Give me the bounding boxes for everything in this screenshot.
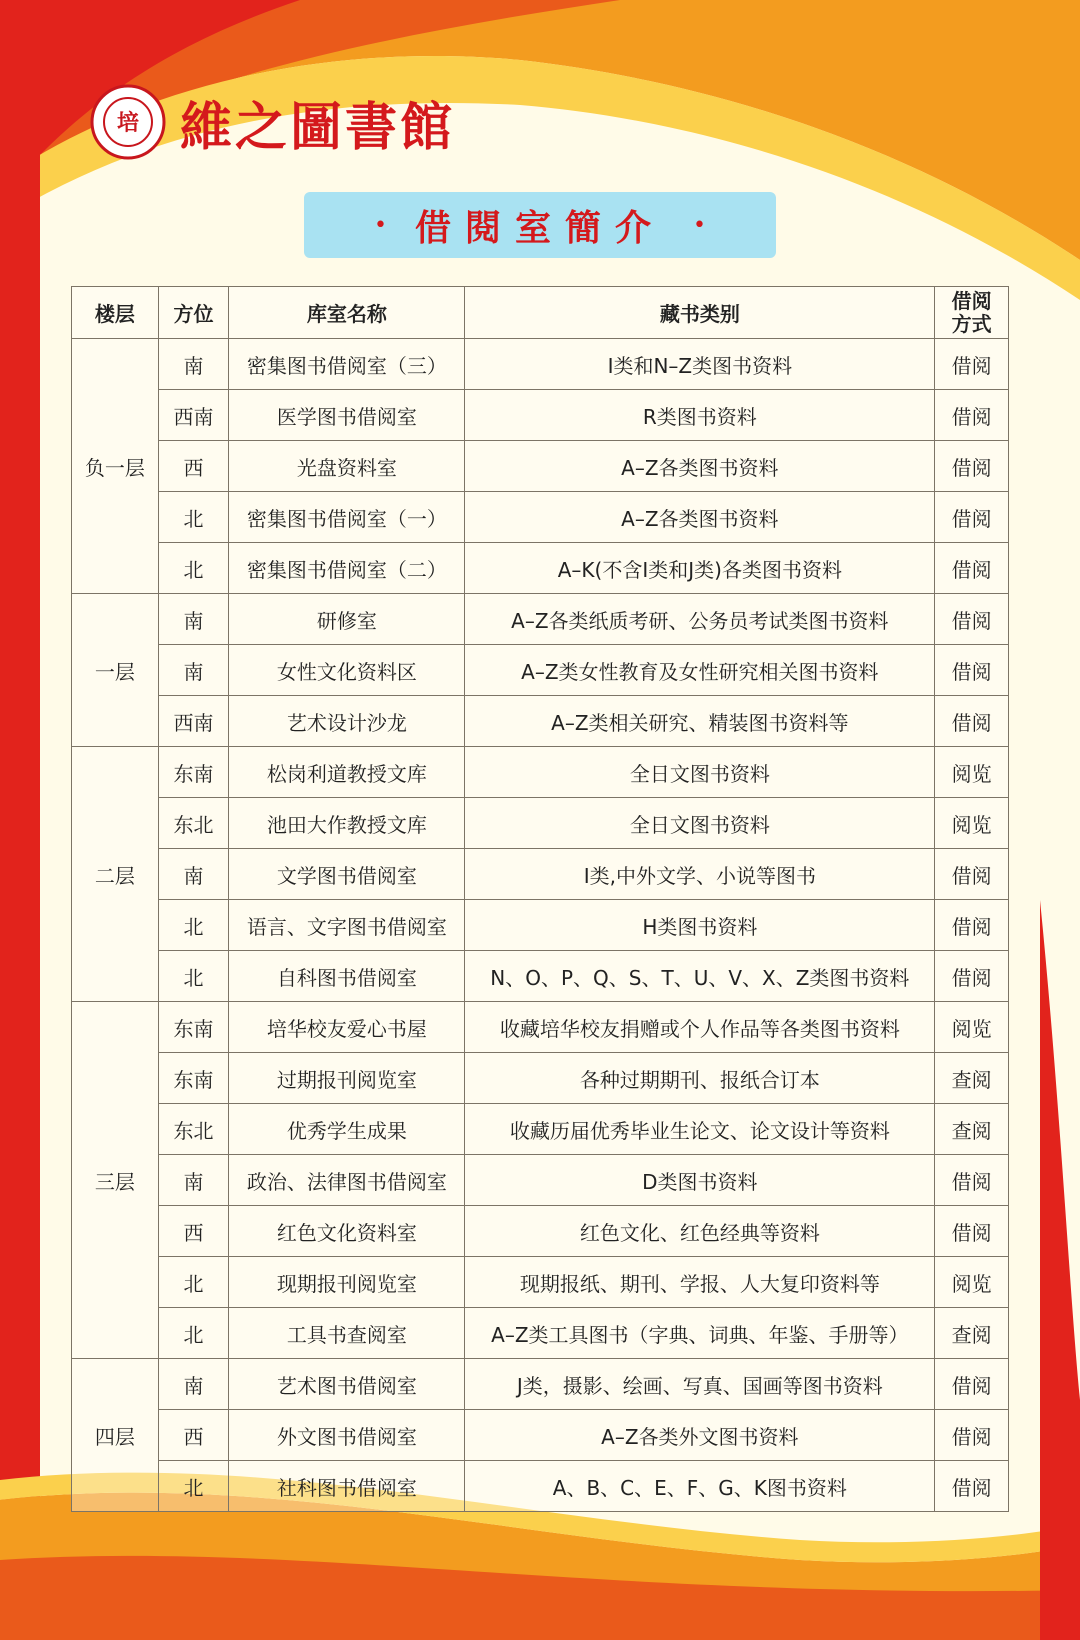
room-name-cell: 池田大作教授文库 (229, 798, 465, 849)
direction-cell: 东北 (158, 798, 229, 849)
mode-cell: 借阅 (935, 390, 1009, 441)
mode-cell: 查阅 (935, 1308, 1009, 1359)
collection-cell: I类和N–Z类图书资料 (465, 339, 935, 390)
table-row (72, 594, 1009, 645)
table-row (72, 951, 1009, 1002)
direction-cell: 南 (158, 1359, 229, 1410)
direction-cell: 北 (158, 1308, 229, 1359)
table-row (72, 1053, 1009, 1104)
mode-cell: 借阅 (935, 1359, 1009, 1410)
header-direction: 方位 (158, 287, 229, 339)
room-name-cell: 过期报刊阅览室 (229, 1053, 465, 1104)
table-row (72, 1257, 1009, 1308)
table-row (72, 798, 1009, 849)
mode-cell: 借阅 (935, 1206, 1009, 1257)
direction-cell: 西 (158, 1206, 229, 1257)
room-name-cell: 光盘资料室 (229, 441, 465, 492)
library-header (90, 82, 455, 162)
table-row (72, 543, 1009, 594)
room-name-cell: 培华校友爱心书屋 (229, 1002, 465, 1053)
room-name-cell: 密集图书借阅室（三） (229, 339, 465, 390)
collection-cell: A–Z各类图书资料 (465, 441, 935, 492)
room-name-cell: 密集图书借阅室（一） (229, 492, 465, 543)
collection-cell: A–Z类相关研究、精装图书资料等 (465, 696, 935, 747)
room-name-cell: 社科图书借阅室 (229, 1461, 465, 1512)
room-name-cell: 语言、文字图书借阅室 (229, 900, 465, 951)
collection-cell: 收藏历届优秀毕业生论文、论文设计等资料 (465, 1104, 935, 1155)
direction-cell: 北 (158, 900, 229, 951)
table-row (72, 1359, 1009, 1410)
room-name-cell: 现期报刊阅览室 (229, 1257, 465, 1308)
mode-cell: 借阅 (935, 543, 1009, 594)
table-row (72, 492, 1009, 543)
table-row (72, 849, 1009, 900)
mode-cell: 借阅 (935, 339, 1009, 390)
mode-cell: 借阅 (935, 594, 1009, 645)
direction-cell: 东北 (158, 1104, 229, 1155)
direction-cell: 南 (158, 849, 229, 900)
header-collection: 藏书类别 (465, 287, 935, 339)
room-name-cell: 艺术设计沙龙 (229, 696, 465, 747)
floor-cell: 三层 (72, 1002, 159, 1359)
collection-cell: 全日文图书资料 (465, 747, 935, 798)
collection-cell: R类图书资料 (465, 390, 935, 441)
direction-cell: 南 (158, 645, 229, 696)
mode-cell: 阅览 (935, 1257, 1009, 1308)
mode-cell: 借阅 (935, 1155, 1009, 1206)
banner-dot-right: • (693, 212, 706, 238)
room-name-cell: 优秀学生成果 (229, 1104, 465, 1155)
direction-cell: 西 (158, 1410, 229, 1461)
room-name-cell: 自科图书借阅室 (229, 951, 465, 1002)
header-room: 库室名称 (229, 287, 465, 339)
table-row (72, 1104, 1009, 1155)
mode-cell: 借阅 (935, 849, 1009, 900)
header-floor: 楼层 (72, 287, 159, 339)
mode-cell: 查阅 (935, 1104, 1009, 1155)
mode-cell: 借阅 (935, 951, 1009, 1002)
collection-cell: A、B、C、E、F、G、K图书资料 (465, 1461, 935, 1512)
mode-cell: 借阅 (935, 645, 1009, 696)
table-row (72, 1410, 1009, 1461)
direction-cell: 东南 (158, 747, 229, 798)
mode-cell: 借阅 (935, 441, 1009, 492)
room-name-cell: 文学图书借阅室 (229, 849, 465, 900)
collection-cell: 收藏培华校友捐赠或个人作品等各类图书资料 (465, 1002, 935, 1053)
direction-cell: 南 (158, 1155, 229, 1206)
collection-cell: A–Z各类纸质考研、公务员考试类图书资料 (465, 594, 935, 645)
table-row (72, 1155, 1009, 1206)
room-name-cell: 政治、法律图书借阅室 (229, 1155, 465, 1206)
header-mode (935, 287, 1009, 339)
collection-cell: A–Z类女性教育及女性研究相关图书资料 (465, 645, 935, 696)
floor-cell: 二层 (72, 747, 159, 1002)
direction-cell: 北 (158, 543, 229, 594)
room-name-cell: 医学图书借阅室 (229, 390, 465, 441)
direction-cell: 北 (158, 1257, 229, 1308)
header-mode-line1: 借阅 (951, 288, 992, 313)
room-name-cell: 研修室 (229, 594, 465, 645)
collection-cell: A–Z类工具图书（字典、词典、年鉴、手册等） (465, 1308, 935, 1359)
mode-cell: 借阅 (935, 1410, 1009, 1461)
collection-cell: 红色文化、红色经典等资料 (465, 1206, 935, 1257)
collection-cell: N、O、P、Q、S、T、U、V、X、Z类图书资料 (465, 951, 935, 1002)
mode-cell: 阅览 (935, 1002, 1009, 1053)
header-mode-line2: 方式 (951, 311, 992, 336)
library-name: 維之圖書館 (180, 96, 456, 158)
mode-cell: 查阅 (935, 1053, 1009, 1104)
collection-cell: 各种过期期刊、报纸合订本 (465, 1053, 935, 1104)
room-name-cell: 红色文化资料室 (229, 1206, 465, 1257)
floor-cell: 一层 (72, 594, 159, 747)
direction-cell: 西南 (158, 696, 229, 747)
collection-cell: 现期报纸、期刊、学报、人大复印资料等 (465, 1257, 935, 1308)
collection-cell: A–Z各类图书资料 (465, 492, 935, 543)
direction-cell: 南 (158, 339, 229, 390)
direction-cell: 东南 (158, 1053, 229, 1104)
table-row (72, 1308, 1009, 1359)
banner-title: 借閱室簡介 (414, 206, 665, 249)
mode-cell: 阅览 (935, 747, 1009, 798)
table-row (72, 441, 1009, 492)
svg-text:培: 培 (116, 110, 140, 136)
table-row (72, 1206, 1009, 1257)
table-header-row (72, 287, 1009, 339)
room-name-cell: 工具书查阅室 (229, 1308, 465, 1359)
floor-cell: 负一层 (72, 339, 159, 594)
room-name-cell: 女性文化资料区 (229, 645, 465, 696)
room-name-cell: 外文图书借阅室 (229, 1410, 465, 1461)
collection-cell: J类，摄影、绘画、写真、国画等图书资料 (465, 1359, 935, 1410)
room-name-cell: 松岗利道教授文库 (229, 747, 465, 798)
collection-cell: D类图书资料 (465, 1155, 935, 1206)
direction-cell: 东南 (158, 1002, 229, 1053)
university-seal-logo (90, 84, 166, 160)
collection-cell: A–Z各类外文图书资料 (465, 1410, 935, 1461)
collection-cell: I类,中外文学、小说等图书 (465, 849, 935, 900)
mode-cell: 阅览 (935, 798, 1009, 849)
table-row (72, 1461, 1009, 1512)
table-body (72, 339, 1009, 1512)
direction-cell: 南 (158, 594, 229, 645)
mode-cell: 借阅 (935, 900, 1009, 951)
table-row (72, 390, 1009, 441)
table-row (72, 339, 1009, 390)
direction-cell: 北 (158, 951, 229, 1002)
banner-dot-left: • (374, 212, 387, 238)
direction-cell: 北 (158, 492, 229, 543)
table-row (72, 900, 1009, 951)
collection-cell: A–K(不含I类和J类)各类图书资料 (465, 543, 935, 594)
collection-cell: H类图书资料 (465, 900, 935, 951)
direction-cell: 西南 (158, 390, 229, 441)
table-row (72, 645, 1009, 696)
mode-cell: 借阅 (935, 1461, 1009, 1512)
mode-cell: 借阅 (935, 492, 1009, 543)
direction-cell: 西 (158, 441, 229, 492)
room-name-cell: 密集图书借阅室（二） (229, 543, 465, 594)
direction-cell: 北 (158, 1461, 229, 1512)
collection-cell: 全日文图书资料 (465, 798, 935, 849)
table-row (72, 747, 1009, 798)
table-row (72, 1002, 1009, 1053)
mode-cell: 借阅 (935, 696, 1009, 747)
room-name-cell: 艺术图书借阅室 (229, 1359, 465, 1410)
floor-cell: 四层 (72, 1359, 159, 1512)
title-banner (304, 192, 776, 258)
table-row (72, 696, 1009, 747)
reading-rooms-table (71, 286, 1009, 1512)
